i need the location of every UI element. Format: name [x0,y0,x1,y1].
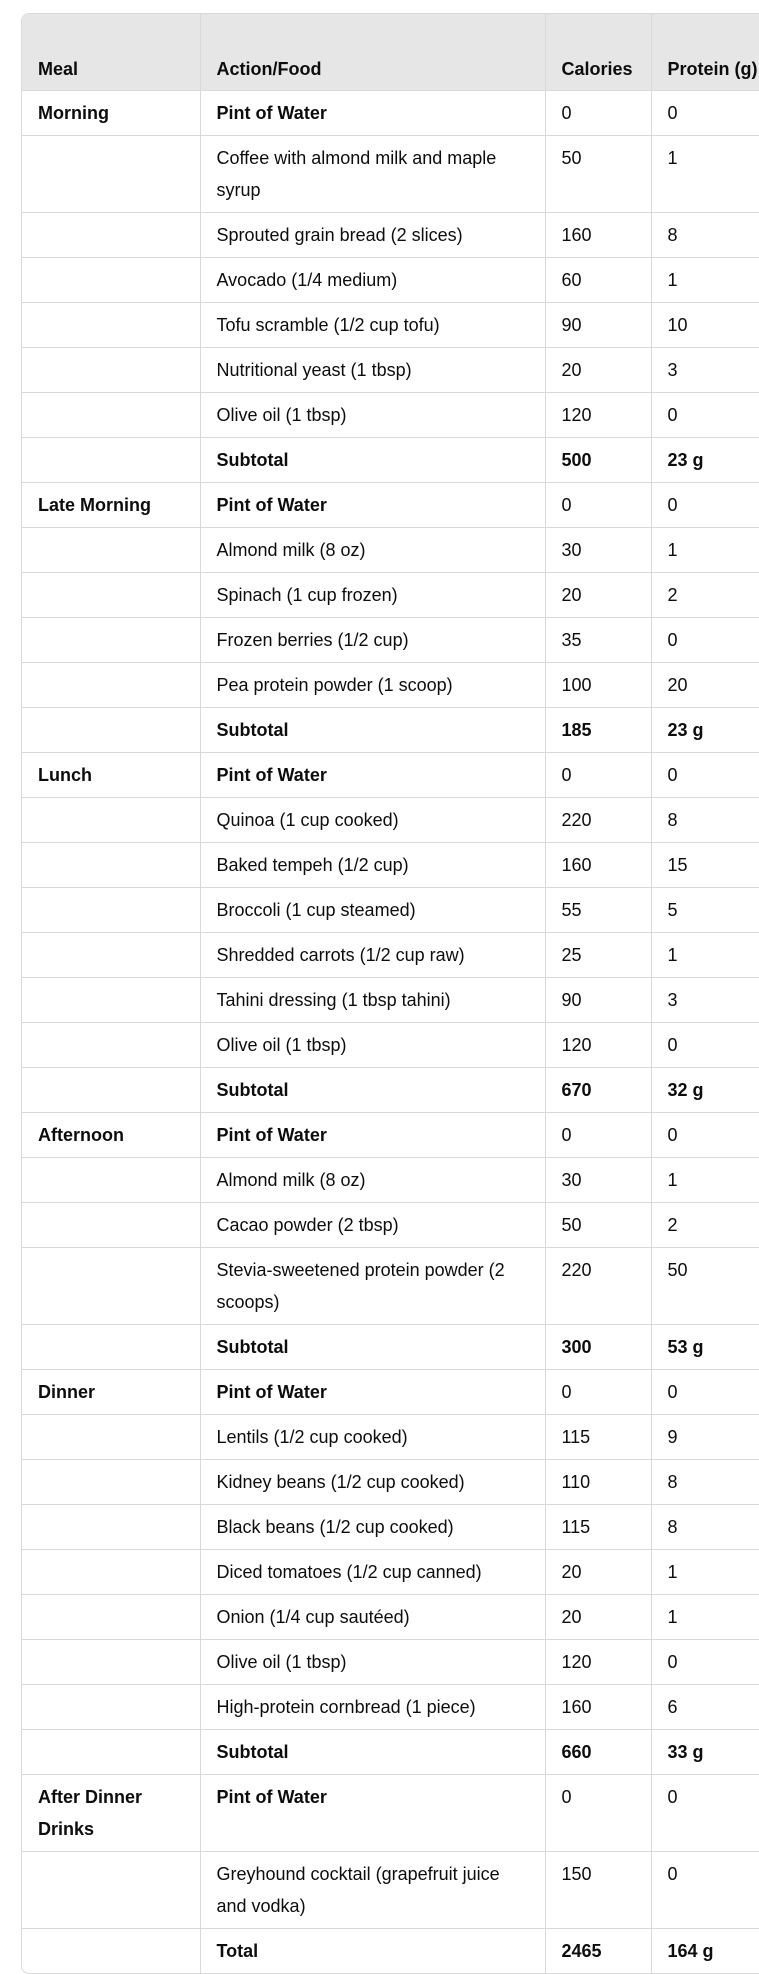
protein-cell: 32 g [651,1067,759,1112]
calories-cell: 120 [545,1639,651,1684]
food-cell: Spinach (1 cup frozen) [200,572,545,617]
calories-cell: 20 [545,572,651,617]
meal-cell: Late Morning [22,482,200,527]
table-row [22,1594,759,1639]
header-action-food: Action/Food [200,14,545,90]
calories-cell: 500 [545,437,651,482]
meal-cell [22,662,200,707]
food-cell: Subtotal [200,1324,545,1369]
meal-cell [22,572,200,617]
protein-cell: 3 [651,977,759,1022]
calories-cell: 90 [545,977,651,1022]
meal-cell [22,932,200,977]
calories-cell: 0 [545,90,651,135]
table-row [22,527,759,572]
meal-cell [22,1022,200,1067]
meal-cell [22,977,200,1022]
meal-cell [22,527,200,572]
meal-cell [22,437,200,482]
food-cell: Quinoa (1 cup cooked) [200,797,545,842]
table-row [22,1928,759,1973]
food-cell: Tofu scramble (1/2 cup tofu) [200,302,545,347]
table-row [22,1549,759,1594]
food-cell: Cacao powder (2 tbsp) [200,1202,545,1247]
calories-cell: 50 [545,135,651,212]
meal-cell: Morning [22,90,200,135]
table-row [22,1202,759,1247]
food-cell: Pint of Water [200,482,545,527]
food-cell: Almond milk (8 oz) [200,527,545,572]
protein-cell: 1 [651,135,759,212]
food-cell: Stevia-sweetened protein powder (2 scoops) [200,1247,545,1324]
food-cell: High-protein cornbread (1 piece) [200,1684,545,1729]
header-meal: Meal [22,14,200,90]
meal-cell [22,1459,200,1504]
calories-cell: 150 [545,1851,651,1928]
calories-cell: 115 [545,1414,651,1459]
table-row [22,1369,759,1414]
table-row [22,887,759,932]
food-cell: Broccoli (1 cup steamed) [200,887,545,932]
calories-cell: 0 [545,752,651,797]
meal-cell: Lunch [22,752,200,797]
calories-cell: 50 [545,1202,651,1247]
table-row [22,1022,759,1067]
table-row [22,482,759,527]
meal-plan-table [22,14,759,1973]
meal-cell [22,302,200,347]
meal-cell [22,1324,200,1369]
meal-cell [22,1729,200,1774]
table-row [22,1157,759,1202]
meal-cell [22,842,200,887]
table-row [22,1639,759,1684]
calories-cell: 220 [545,797,651,842]
meal-plan-table-container [21,13,759,1974]
protein-cell: 1 [651,932,759,977]
protein-cell: 23 g [651,437,759,482]
calories-cell: 90 [545,302,651,347]
calories-cell: 185 [545,707,651,752]
calories-cell: 20 [545,347,651,392]
calories-cell: 220 [545,1247,651,1324]
protein-cell: 33 g [651,1729,759,1774]
food-cell: Total [200,1928,545,1973]
protein-cell: 50 [651,1247,759,1324]
table-row [22,752,759,797]
calories-cell: 110 [545,1459,651,1504]
meal-cell [22,1549,200,1594]
meal-cell: After Dinner Drinks [22,1774,200,1851]
meal-cell [22,707,200,752]
table-row [22,1247,759,1324]
meal-cell: Afternoon [22,1112,200,1157]
calories-cell: 20 [545,1549,651,1594]
meal-cell [22,1639,200,1684]
table-header-row [22,14,759,90]
protein-cell: 0 [651,752,759,797]
protein-cell: 8 [651,1504,759,1549]
calories-cell: 120 [545,1022,651,1067]
calories-cell: 0 [545,1112,651,1157]
food-cell: Shredded carrots (1/2 cup raw) [200,932,545,977]
protein-cell: 1 [651,1549,759,1594]
table-row [22,1459,759,1504]
calories-cell: 300 [545,1324,651,1369]
protein-cell: 3 [651,347,759,392]
header-protein: Protein (g) [651,14,759,90]
table-row [22,1774,759,1851]
calories-cell: 20 [545,1594,651,1639]
meal-cell [22,797,200,842]
protein-cell: 0 [651,392,759,437]
food-cell: Pint of Water [200,1369,545,1414]
food-cell: Kidney beans (1/2 cup cooked) [200,1459,545,1504]
food-cell: Frozen berries (1/2 cup) [200,617,545,662]
food-cell: Sprouted grain bread (2 slices) [200,212,545,257]
food-cell: Pint of Water [200,1112,545,1157]
protein-cell: 2 [651,1202,759,1247]
food-cell: Olive oil (1 tbsp) [200,392,545,437]
food-cell: Pint of Water [200,90,545,135]
meal-cell [22,887,200,932]
calories-cell: 160 [545,1684,651,1729]
table-row [22,1324,759,1369]
food-cell: Pint of Water [200,752,545,797]
meal-cell [22,212,200,257]
calories-cell: 2465 [545,1928,651,1973]
protein-cell: 0 [651,482,759,527]
meal-cell [22,1851,200,1928]
table-body [22,90,759,1973]
header-calories: Calories [545,14,651,90]
food-cell: Tahini dressing (1 tbsp tahini) [200,977,545,1022]
meal-cell [22,1594,200,1639]
protein-cell: 1 [651,1594,759,1639]
calories-cell: 25 [545,932,651,977]
calories-cell: 160 [545,842,651,887]
protein-cell: 0 [651,1112,759,1157]
calories-cell: 0 [545,482,651,527]
protein-cell: 53 g [651,1324,759,1369]
food-cell: Avocado (1/4 medium) [200,257,545,302]
protein-cell: 0 [651,1774,759,1851]
table-row [22,707,759,752]
calories-cell: 30 [545,527,651,572]
table-row [22,797,759,842]
table-row [22,212,759,257]
food-cell: Lentils (1/2 cup cooked) [200,1414,545,1459]
calories-cell: 30 [545,1157,651,1202]
meal-cell [22,1202,200,1247]
protein-cell: 0 [651,1369,759,1414]
food-cell: Pea protein powder (1 scoop) [200,662,545,707]
food-cell: Olive oil (1 tbsp) [200,1639,545,1684]
protein-cell: 8 [651,212,759,257]
food-cell: Olive oil (1 tbsp) [200,1022,545,1067]
calories-cell: 670 [545,1067,651,1112]
meal-cell [22,135,200,212]
food-cell: Black beans (1/2 cup cooked) [200,1504,545,1549]
table-row [22,1684,759,1729]
protein-cell: 8 [651,1459,759,1504]
table-row [22,135,759,212]
food-cell: Pint of Water [200,1774,545,1851]
calories-cell: 660 [545,1729,651,1774]
protein-cell: 0 [651,617,759,662]
protein-cell: 1 [651,527,759,572]
protein-cell: 15 [651,842,759,887]
protein-cell: 5 [651,887,759,932]
calories-cell: 35 [545,617,651,662]
table-row [22,347,759,392]
protein-cell: 23 g [651,707,759,752]
food-cell: Onion (1/4 cup sautéed) [200,1594,545,1639]
protein-cell: 9 [651,1414,759,1459]
food-cell: Subtotal [200,1729,545,1774]
protein-cell: 0 [651,1022,759,1067]
table-row [22,1414,759,1459]
table-row [22,1504,759,1549]
food-cell: Subtotal [200,707,545,752]
protein-cell: 0 [651,1851,759,1928]
meal-cell [22,1247,200,1324]
protein-cell: 2 [651,572,759,617]
table-row [22,842,759,887]
protein-cell: 1 [651,1157,759,1202]
meal-cell [22,1504,200,1549]
table-row [22,617,759,662]
protein-cell: 6 [651,1684,759,1729]
calories-cell: 115 [545,1504,651,1549]
table-row [22,1112,759,1157]
meal-cell [22,257,200,302]
table-row [22,662,759,707]
calories-cell: 100 [545,662,651,707]
calories-cell: 120 [545,392,651,437]
table-row [22,977,759,1022]
protein-cell: 20 [651,662,759,707]
table-row [22,1067,759,1112]
table-row [22,302,759,347]
meal-cell [22,1684,200,1729]
table-row [22,392,759,437]
food-cell: Greyhound cocktail (grapefruit juice and vodka) [200,1851,545,1928]
meal-cell [22,1414,200,1459]
protein-cell: 1 [651,257,759,302]
table-row [22,932,759,977]
calories-cell: 0 [545,1369,651,1414]
protein-cell: 8 [651,797,759,842]
protein-cell: 164 g [651,1928,759,1973]
calories-cell: 0 [545,1774,651,1851]
food-cell: Subtotal [200,437,545,482]
food-cell: Subtotal [200,1067,545,1112]
meal-cell [22,392,200,437]
calories-cell: 60 [545,257,651,302]
food-cell: Almond milk (8 oz) [200,1157,545,1202]
meal-cell [22,1928,200,1973]
table-row [22,437,759,482]
food-cell: Diced tomatoes (1/2 cup canned) [200,1549,545,1594]
table-row [22,572,759,617]
table-row [22,90,759,135]
table-row [22,257,759,302]
calories-cell: 160 [545,212,651,257]
food-cell: Baked tempeh (1/2 cup) [200,842,545,887]
food-cell: Nutritional yeast (1 tbsp) [200,347,545,392]
protein-cell: 0 [651,1639,759,1684]
table-row [22,1851,759,1928]
meal-cell [22,617,200,662]
meal-cell [22,1157,200,1202]
protein-cell: 10 [651,302,759,347]
meal-cell [22,1067,200,1112]
calories-cell: 55 [545,887,651,932]
food-cell: Coffee with almond milk and maple syrup [200,135,545,212]
meal-cell: Dinner [22,1369,200,1414]
meal-cell [22,347,200,392]
protein-cell: 0 [651,90,759,135]
table-row [22,1729,759,1774]
